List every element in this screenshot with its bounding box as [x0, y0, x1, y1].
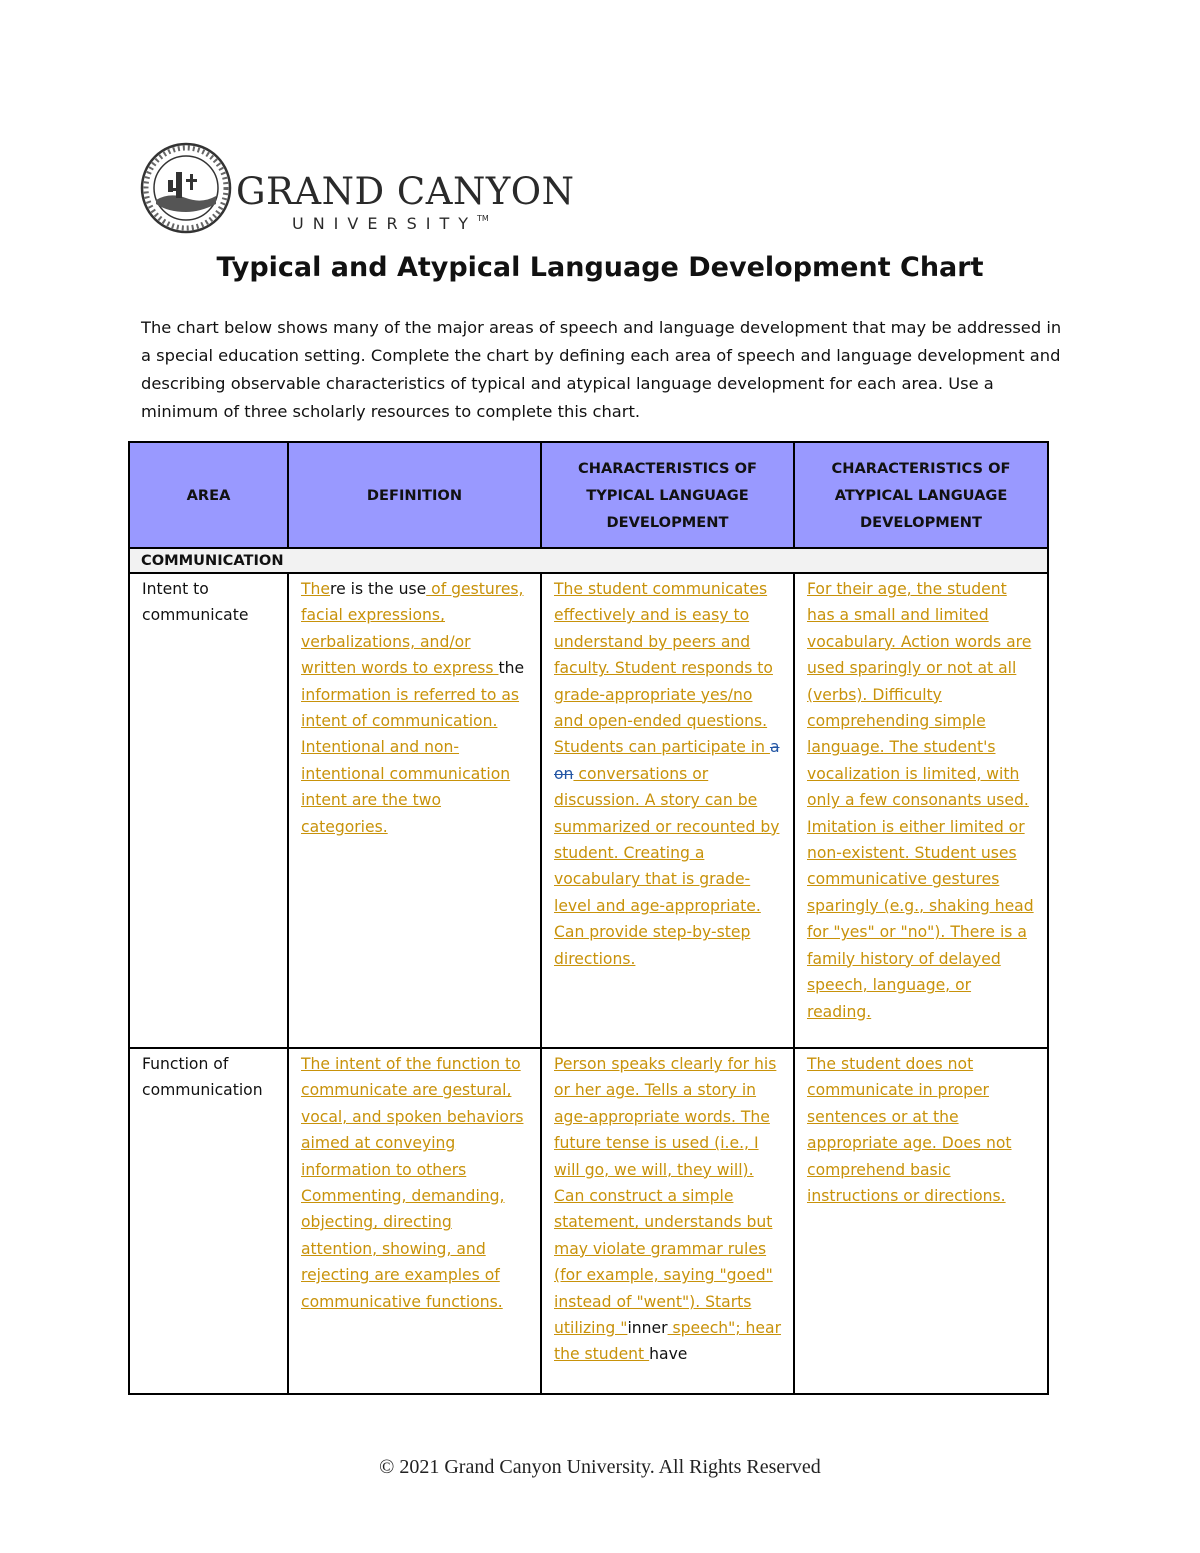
header-typical: CHARACTERISTICS OF TYPICAL LANGUAGE DEVELOPMENT [541, 442, 794, 548]
intro-paragraph: The chart below shows many of the major areas of speech and language development that may be addressed in a special education setting. Complete the chart by defining each area of speech and language development and describing observable characteristics of typical and atypical language development for each area. Use a minimum of three scholarly resources to complete this chart. [141, 318, 1062, 421]
header-atypical: CHARACTERISTICS OF ATYPICAL LANGUAGE DEVELOPMENT [794, 442, 1048, 548]
atypical-cell: The student does not communicate in proper sentences or at the appropriate age. Does not comprehend basic instructions or directions. [794, 1048, 1048, 1394]
typical-cell: The student communicates effectively and is easy to understand by peers and faculty. Student responds to grade-appropriate yes/no and open-ended questions. Students can participate in a on conversations or discussion. A story can be summarized or recounted by student. Creating a vocabulary that is grade-level and age-appropriate. Can provide step-by-step directions. [541, 573, 794, 1048]
copyright-footer: © 2021 Grand Canyon University. All Rights Reserved [379, 1456, 821, 1478]
logo-name: GRAND CANYON [236, 170, 575, 213]
area-cell: Intent to communicate [129, 573, 288, 1048]
atypical-cell: For their age, the student has a small and limited vocabulary. Action words are used sparingly or not at all (verbs). Difficulty comprehending simple language. The student's vocalization is limited, with only a few consonants used. Imitation is either limited or non-existent. Student uses communicative gestures sparingly (e.g., shaking head for "yes" or "no"). There is a family history of delayed speech, language, or reading. [794, 573, 1048, 1048]
table-row [129, 573, 1048, 1048]
table-header-row [129, 442, 1048, 548]
language-development-table [128, 441, 1049, 1395]
section-label: COMMUNICATION [129, 548, 1048, 573]
deleted-text: a on [554, 738, 780, 783]
typical-cell: Person speaks clearly for his or her age. Tells a story in age-appropriate words. The future tense is used (i.e., I will go, we will, they will). Can construct a simple statement, understands but may violate grammar rules (for example, saying "goed" instead of "went"). Starts utilizing "inner speech"; hear the student have [541, 1048, 794, 1394]
page-title: Typical and Atypical Language Development Chart [216, 252, 984, 283]
section-row [129, 548, 1048, 573]
area-cell: Function of communication [129, 1048, 288, 1394]
logo-subtitle: UNIVERSITY™ [292, 214, 489, 233]
university-seal-icon [140, 142, 232, 234]
table-row [129, 1048, 1048, 1394]
header-definition: DEFINITION [288, 442, 541, 548]
definition-cell: There is the use of gestures, facial expressions, verbalizations, and/or written words to express the information is referred to as intent of communication. Intentional and non-intentional communication intent are the two categories. [288, 573, 541, 1048]
definition-cell: The intent of the function to communicate are gestural, vocal, and spoken behaviors aimed at conveying information to others Commenting, demanding, objecting, directing attention, showing, and rejecting are examples of communicative functions. [288, 1048, 541, 1394]
university-logo [140, 142, 575, 238]
header-area: AREA [129, 442, 288, 548]
